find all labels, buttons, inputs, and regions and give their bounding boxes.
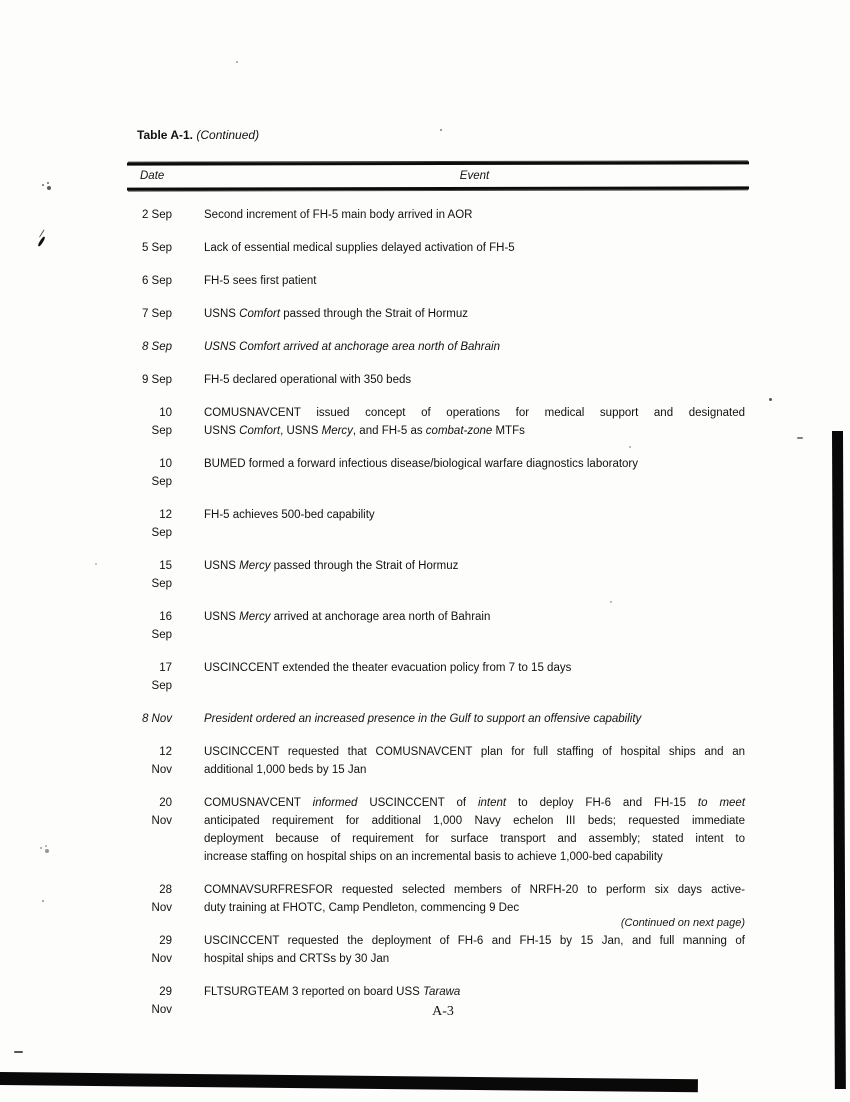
event-line: COMUSNAVCENT informed USCINCCENT of intent to deploy FH-6 and FH-15 to meet — [204, 797, 746, 809]
table-row — [136, 608, 748, 644]
scan-speck — [37, 236, 45, 247]
column-header-date: Date — [140, 170, 165, 182]
table-row — [136, 404, 748, 440]
table-row — [136, 557, 748, 593]
event-line: FLTSURGTEAM 3 reported on board USS Tarawa — [204, 986, 461, 998]
table-header-rule — [127, 186, 749, 190]
table-row — [136, 338, 748, 356]
event-line: USNS Comfort arrived at anchorage area north of Bahrain — [204, 341, 500, 353]
row-date: 10 Sep — [151, 458, 172, 488]
event-line: FH-5 achieves 500-bed capability — [204, 509, 375, 521]
event-line: COMUSNAVCENT issued concept of operations for medical support and designated — [204, 407, 745, 419]
table-caption — [137, 128, 259, 143]
table-caption-number: Table A-1. — [137, 128, 194, 142]
scan-speck — [42, 900, 44, 902]
event-line: Lack of essential medical supplies delayed activation of FH-5 — [204, 242, 515, 254]
row-event — [204, 659, 745, 695]
event-line: USCINCCENT extended the theater evacuation policy from 7 to 15 days — [204, 662, 572, 674]
row-event — [204, 305, 745, 323]
page-number: A-3 — [432, 1004, 454, 1019]
row-event — [204, 239, 745, 257]
event-line: FH-5 declared operational with 350 beds — [204, 374, 412, 386]
row-date: 8 Nov — [141, 713, 172, 725]
row-date: 28 Nov — [151, 884, 172, 914]
row-date: 7 Sep — [141, 308, 172, 320]
column-header-event: Event — [459, 170, 490, 182]
event-line: President ordered an increased presence in the Gulf to support an offensive capability — [204, 713, 642, 725]
event-line: increase staffing on hospital ships on an incremental basis to achieve 1,000-bed capability — [204, 851, 663, 863]
table-row — [136, 932, 748, 968]
row-event — [204, 506, 745, 542]
row-date: 5 Sep — [141, 242, 172, 254]
table-row — [136, 710, 748, 728]
table-row — [136, 371, 748, 389]
table-top-rule — [127, 161, 749, 165]
table-row — [136, 272, 748, 290]
table-row — [136, 743, 748, 779]
row-date: 8 Sep — [141, 341, 172, 353]
scan-speck — [440, 129, 442, 131]
row-date: 10 Sep — [151, 407, 172, 437]
event-line: USNS Mercy passed through the Strait of Hormuz — [204, 560, 459, 572]
event-line: duty training at FHOTC, Camp Pendleton, commencing 9 Dec — [204, 902, 520, 914]
row-event — [204, 881, 745, 917]
scan-bottom-black-bar — [0, 1072, 698, 1092]
row-event — [204, 557, 745, 593]
row-event — [204, 272, 745, 290]
row-event — [204, 206, 745, 224]
row-date: 12 Sep — [151, 509, 172, 539]
scan-speck — [797, 437, 803, 439]
table-row — [136, 659, 748, 695]
table-row — [136, 305, 748, 323]
event-line: USCINCCENT requested the deployment of FH-6 and FH-15 by 15 Jan, and full manning of — [204, 935, 745, 947]
row-event — [204, 338, 745, 356]
scan-speck — [629, 446, 631, 448]
scan-speck — [95, 563, 97, 565]
event-line: USNS Comfort passed through the Strait of Hormuz — [204, 308, 468, 320]
row-date: 9 Sep — [141, 374, 172, 386]
scan-speck — [236, 61, 238, 63]
continued-on-next-page-note: (Continued on next page) — [620, 917, 745, 929]
table-row — [136, 881, 748, 917]
scan-speck — [610, 601, 612, 603]
row-event — [204, 608, 745, 644]
table-row — [136, 455, 748, 491]
row-event — [204, 404, 745, 440]
table-row — [136, 794, 748, 866]
table-row — [136, 206, 748, 224]
scan-speck — [42, 184, 44, 186]
scan-speck — [14, 1051, 23, 1053]
row-date: 6 Sep — [141, 275, 172, 287]
row-date: 29 Nov — [151, 986, 172, 1016]
row-date: 17 Sep — [151, 662, 172, 692]
scan-right-black-bar — [832, 431, 846, 1089]
row-date: 2 Sep — [141, 209, 172, 221]
row-event — [204, 710, 745, 728]
event-line: anticipated requirement for additional 1,000 Navy echelon III beds; requested immediate — [204, 815, 745, 827]
table-body — [136, 206, 748, 1034]
event-line: COMNAVSURFRESFOR requested selected members of NRFH-20 to perform six days active- — [204, 884, 745, 896]
event-line: deployment because of requirement for surface transport and assembly; stated intent to — [204, 833, 745, 845]
row-event — [204, 455, 745, 491]
event-line: hospital ships and CRTSs by 30 Jan — [204, 953, 390, 965]
row-event — [204, 371, 745, 389]
row-date: 16 Sep — [151, 611, 172, 641]
event-line: USNS Mercy arrived at anchorage area north of Bahrain — [204, 611, 491, 623]
event-line: BUMED formed a forward infectious disease/biological warfare diagnostics laboratory — [204, 458, 639, 470]
table-caption-continued: (Continued) — [196, 128, 260, 142]
row-date: 20 Nov — [151, 797, 172, 827]
event-line: additional 1,000 beds by 15 Jan — [204, 764, 367, 776]
event-line: USCINCCENT requested that COMUSNAVCENT plan for full staffing of hospital ships and an — [204, 746, 745, 758]
table-row — [136, 506, 748, 542]
row-event — [204, 794, 745, 866]
scan-speck — [40, 847, 42, 849]
event-line: FH-5 sees first patient — [204, 275, 317, 287]
row-date: 12 Nov — [151, 746, 172, 776]
row-event — [204, 932, 745, 968]
row-event — [204, 743, 745, 779]
event-line: USNS Comfort, USNS Mercy, and FH-5 as combat-zone MTFs — [204, 425, 525, 437]
table-row — [136, 239, 748, 257]
row-date: 15 Sep — [151, 560, 172, 590]
row-date: 29 Nov — [151, 935, 172, 965]
event-line: Second increment of FH-5 main body arrived in AOR — [204, 209, 473, 221]
scan-speck — [769, 398, 772, 401]
